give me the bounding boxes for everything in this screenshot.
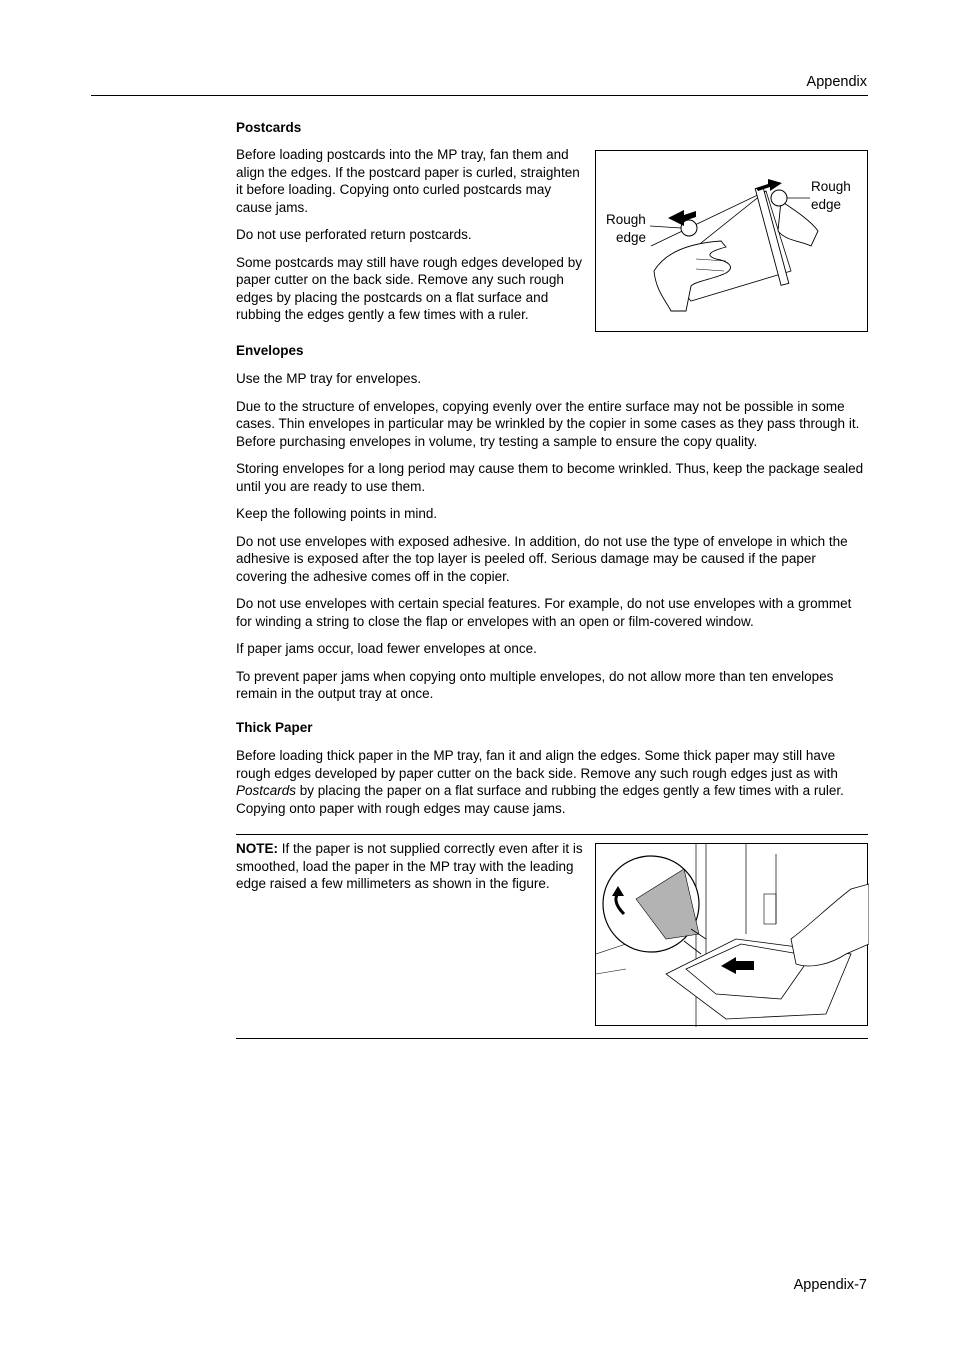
envelopes-paragraph-2: Due to the structure of envelopes, copying evenly over the entire surface may not be possible in some cases. Thin envelopes in particular may be wrinkled by the copier in some cases as they pass through it. Before purchasing envelopes in volume, try testing a sample to ensure the copy quality. <box>236 398 860 449</box>
rough-edge-label-left-2: edge <box>616 230 647 245</box>
envelopes-paragraph-4: Keep the following points in mind. <box>236 506 438 521</box>
postcards-paragraph-2: Do not use perforated return postcards. <box>236 227 472 242</box>
thick-paper-section <box>236 720 868 817</box>
envelopes-paragraph-1: Use the MP tray for envelopes. <box>236 371 422 386</box>
header-title: Appendix <box>806 74 867 90</box>
header-rule <box>91 95 868 96</box>
postcards-reference: Postcards <box>236 783 297 798</box>
rough-edge-label-left-1: Rough <box>606 212 646 227</box>
note-body: If the paper is not supplied correctly even after it is smoothed, load the paper in the MP tray with the leading edge raised a few millimeters as shown in the figure. <box>236 841 583 891</box>
mp-tray-illustration <box>596 844 869 1027</box>
envelopes-paragraph-7: If paper jams occur, load fewer envelopes at once. <box>236 641 537 656</box>
thick-paper-text-1: Before loading thick paper in the MP tray, fan it and align the edges. Some thick paper may still have rough edges developed by paper cutter on the back side. Remove any such rough edges just as with <box>236 748 838 781</box>
thick-paper-text-2: by placing the paper on a flat surface and rubbing the edges gently a few times with a ruler. Copying onto paper with rough edges may cause jams. <box>236 783 844 816</box>
envelopes-section <box>236 343 868 703</box>
envelopes-paragraph-3: Storing envelopes for a long period may cause them to become wrinkled. Thus, keep the package sealed until you are ready to use them. <box>236 461 864 494</box>
thick-paper-paragraph <box>236 747 868 817</box>
envelopes-heading: Envelopes <box>236 343 304 358</box>
envelopes-paragraph-8: To prevent paper jams when copying onto multiple envelopes, do not allow more than ten envelopes remain in the output tray at once. <box>236 668 834 701</box>
envelopes-paragraph-5: Do not use envelopes with exposed adhesive. In addition, do not use the type of envelope in which the adhesive is exposed after the top layer is peeled off. Serious damage may be caused if the paper covering the adhesive comes off in the copier. <box>236 533 848 584</box>
postcards-paragraph-1: Before loading postcards into the MP tray, fan them and align the edges. If the postcard paper is curled, straighten it before loading. Copying onto curled postcards may cause jams. <box>236 147 580 215</box>
envelopes-paragraph-6: Do not use envelopes with certain special features. For example, do not use envelopes with a grommet for winding a string to close the flap or envelopes with an open or film-covered window. <box>236 596 852 629</box>
note-bottom-rule <box>236 1038 868 1039</box>
note-text <box>236 840 586 893</box>
rough-edge-label-right-2: edge <box>811 197 842 212</box>
postcard-rubbing-figure <box>595 150 868 332</box>
postcards-text <box>236 146 586 324</box>
note-box <box>236 840 586 893</box>
postcards-section <box>236 120 868 136</box>
postcards-paragraph-3: Some postcards may still have rough edges developed by paper cutter on the back side. Remove any such rough edges by placing the postcards on a flat surface and rubbing the edges gently a few times with a ruler. <box>236 254 582 322</box>
note-label: NOTE: <box>236 841 278 856</box>
postcards-heading: Postcards <box>236 120 302 135</box>
mp-tray-loading-figure <box>595 843 868 1026</box>
thick-paper-heading: Thick Paper <box>236 720 313 735</box>
rough-edge-label-right-1: Rough <box>811 179 851 194</box>
note-top-rule <box>236 834 868 835</box>
page-number: Appendix-7 <box>793 1277 867 1293</box>
